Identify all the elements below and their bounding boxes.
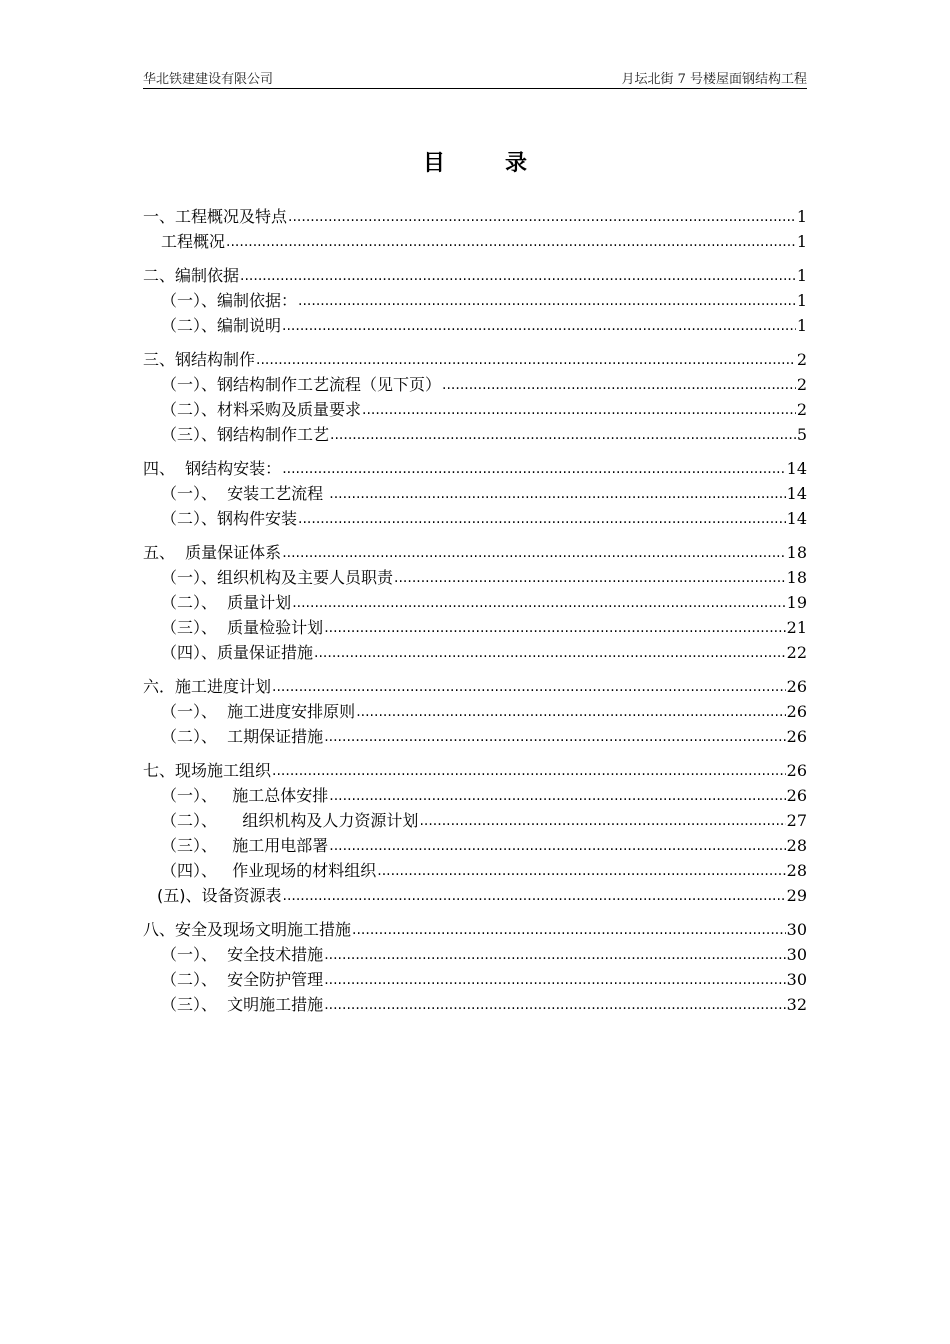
toc-entry-page: 1 (796, 316, 807, 335)
toc-title-part2: 录 (505, 151, 528, 176)
toc-entry[interactable] (143, 881, 807, 906)
toc-entry-text: （三）、 质量检验计划 (161, 618, 324, 637)
toc-entry-page: 26 (786, 786, 807, 805)
toc-entry-text: 六．施工进度计划 (143, 677, 272, 696)
toc-leader-dots (394, 567, 786, 588)
toc-leader-dots (282, 315, 796, 336)
toc-entry-text: (五)、设备资源表 (157, 886, 282, 905)
toc-leader-dots (329, 785, 785, 806)
toc-entry-text: 工程概况 (161, 232, 226, 251)
toc-entry[interactable] (143, 420, 807, 445)
toc-entry-text: （二）、材料采购及质量要求 (161, 400, 362, 419)
toc-entry-text: 一、工程概况及特点 (143, 207, 288, 226)
toc-entry-page: 28 (786, 836, 807, 855)
toc-leader-dots (442, 374, 796, 395)
toc-title (0, 146, 950, 177)
toc-entry[interactable] (143, 563, 807, 588)
toc-leader-dots (292, 592, 785, 613)
table-of-contents (143, 193, 807, 1015)
toc-leader-dots (324, 617, 785, 638)
toc-entry-page: 21 (786, 618, 807, 637)
toc-entry-page: 14 (786, 459, 807, 478)
toc-entry-page: 18 (786, 568, 807, 587)
header-project: 月坛北街 7 号楼屋面钢结构工程 (621, 72, 807, 87)
toc-entry-text: （二）、钢构件安装 (161, 509, 298, 528)
toc-entry-page: 1 (796, 291, 807, 310)
toc-entry-text: （四）、 作业现场的材料组织 (161, 861, 377, 880)
toc-entry[interactable] (143, 336, 807, 370)
toc-entry-text: （三）、 文明施工措施 (161, 995, 324, 1014)
toc-entry[interactable] (143, 588, 807, 613)
header-company: 华北铁建建设有限公司 (143, 72, 274, 87)
toc-entry-page: 30 (786, 920, 807, 939)
toc-entry[interactable] (143, 747, 807, 781)
toc-leader-dots (256, 349, 796, 370)
toc-entry[interactable] (143, 613, 807, 638)
toc-entry[interactable] (143, 638, 807, 663)
toc-entry-text: 二、编制依据 (143, 266, 240, 285)
toc-entry-page: 30 (786, 970, 807, 989)
toc-leader-dots (324, 726, 785, 747)
toc-leader-dots (240, 265, 796, 286)
toc-entry[interactable] (143, 529, 807, 563)
toc-entry[interactable] (143, 370, 807, 395)
toc-entry[interactable] (143, 940, 807, 965)
toc-leader-dots (330, 424, 796, 445)
toc-leader-dots (324, 944, 785, 965)
toc-leader-dots (288, 206, 796, 227)
toc-entry-text: （二）、 安全防护管理 (161, 970, 324, 989)
toc-entry[interactable] (143, 990, 807, 1015)
toc-entry-page: 29 (786, 886, 807, 905)
toc-entry[interactable] (143, 286, 807, 311)
toc-leader-dots (314, 642, 786, 663)
toc-entry-page: 28 (786, 861, 807, 880)
toc-entry-page: 26 (786, 677, 807, 696)
toc-entry-text: （一）、编制依据： (161, 291, 298, 310)
toc-entry[interactable] (143, 906, 807, 940)
toc-entry[interactable] (143, 806, 807, 831)
toc-entry-page: 1 (796, 232, 807, 251)
toc-leader-dots (283, 885, 786, 906)
toc-leader-dots (272, 760, 786, 781)
toc-leader-dots (352, 919, 786, 940)
toc-entry-text: （二）、 工期保证措施 (161, 727, 324, 746)
toc-leader-dots (356, 701, 785, 722)
toc-entry-page: 26 (786, 761, 807, 780)
toc-entry-text: （二）、 组织机构及人力资源计划 (161, 811, 419, 830)
toc-entry[interactable] (143, 252, 807, 286)
toc-leader-dots (282, 458, 785, 479)
toc-entry-text: （三）、钢结构制作工艺 (161, 425, 330, 444)
toc-entry-text: 七、现场施工组织 (143, 761, 272, 780)
toc-entry-text: 三、钢结构制作 (143, 350, 256, 369)
toc-entry-page: 14 (786, 484, 807, 503)
toc-entry-text: （四）、质量保证措施 (161, 643, 314, 662)
toc-leader-dots (324, 969, 785, 990)
toc-entry-page: 2 (796, 400, 807, 419)
toc-entry-page: 27 (786, 811, 807, 830)
toc-entry-text: （三）、 施工用电部署 (161, 836, 329, 855)
toc-entry[interactable] (143, 479, 807, 504)
toc-entry-page: 1 (796, 207, 807, 226)
toc-entry[interactable] (143, 504, 807, 529)
toc-entry-text: （一）、钢结构制作工艺流程（见下页） (161, 375, 442, 394)
toc-entry-page: 14 (786, 509, 807, 528)
toc-entry-text: 五、 质量保证体系 (143, 543, 282, 562)
toc-entry-page: 1 (796, 266, 807, 285)
toc-entry-page: 19 (786, 593, 807, 612)
toc-entry-text: （一）、 安装工艺流程 (161, 484, 329, 503)
toc-leader-dots (362, 399, 796, 420)
toc-entry-text: （二）、编制说明 (161, 316, 282, 335)
toc-entry[interactable] (143, 445, 807, 479)
toc-entry-page: 2 (796, 375, 807, 394)
toc-entry-page: 18 (786, 543, 807, 562)
toc-entry[interactable] (143, 311, 807, 336)
toc-entry-page: 26 (786, 727, 807, 746)
toc-entry[interactable] (143, 697, 807, 722)
toc-leader-dots (298, 290, 796, 311)
toc-entry-text: （一）、 施工进度安排原则 (161, 702, 356, 721)
toc-title-part1: 目 (422, 151, 445, 176)
toc-entry[interactable] (143, 193, 807, 227)
toc-leader-dots (419, 810, 785, 831)
toc-leader-dots (298, 508, 786, 529)
toc-leader-dots (272, 676, 786, 697)
toc-leader-dots (377, 860, 785, 881)
toc-entry-page: 26 (786, 702, 807, 721)
toc-entry-text: （一）、 安全技术措施 (161, 945, 324, 964)
toc-entry-page: 32 (786, 995, 807, 1014)
toc-leader-dots (329, 483, 785, 504)
toc-leader-dots (226, 231, 796, 252)
toc-entry-page: 22 (786, 643, 807, 662)
toc-entry-page: 30 (786, 945, 807, 964)
toc-entry[interactable] (143, 781, 807, 806)
toc-entry-page: 2 (796, 350, 807, 369)
toc-entry[interactable] (143, 395, 807, 420)
toc-leader-dots (282, 542, 785, 563)
toc-leader-dots (324, 994, 785, 1015)
toc-entry-text: （二）、 质量计划 (161, 593, 292, 612)
toc-entry[interactable] (143, 663, 807, 697)
toc-entry[interactable] (143, 856, 807, 881)
toc-entry[interactable] (143, 722, 807, 747)
toc-entry-text: 八、安全及现场文明施工措施 (143, 920, 352, 939)
toc-entry-text: （一）、 施工总体安排 (161, 786, 329, 805)
toc-entry-page: 5 (796, 425, 807, 444)
toc-entry-text: 四、 钢结构安装： (143, 459, 282, 478)
toc-entry[interactable] (143, 227, 807, 252)
page-header (143, 66, 807, 89)
toc-entry-text: （一）、组织机构及主要人员职责 (161, 568, 394, 587)
toc-leader-dots (329, 835, 785, 856)
toc-entry[interactable] (143, 965, 807, 990)
toc-entry[interactable] (143, 831, 807, 856)
